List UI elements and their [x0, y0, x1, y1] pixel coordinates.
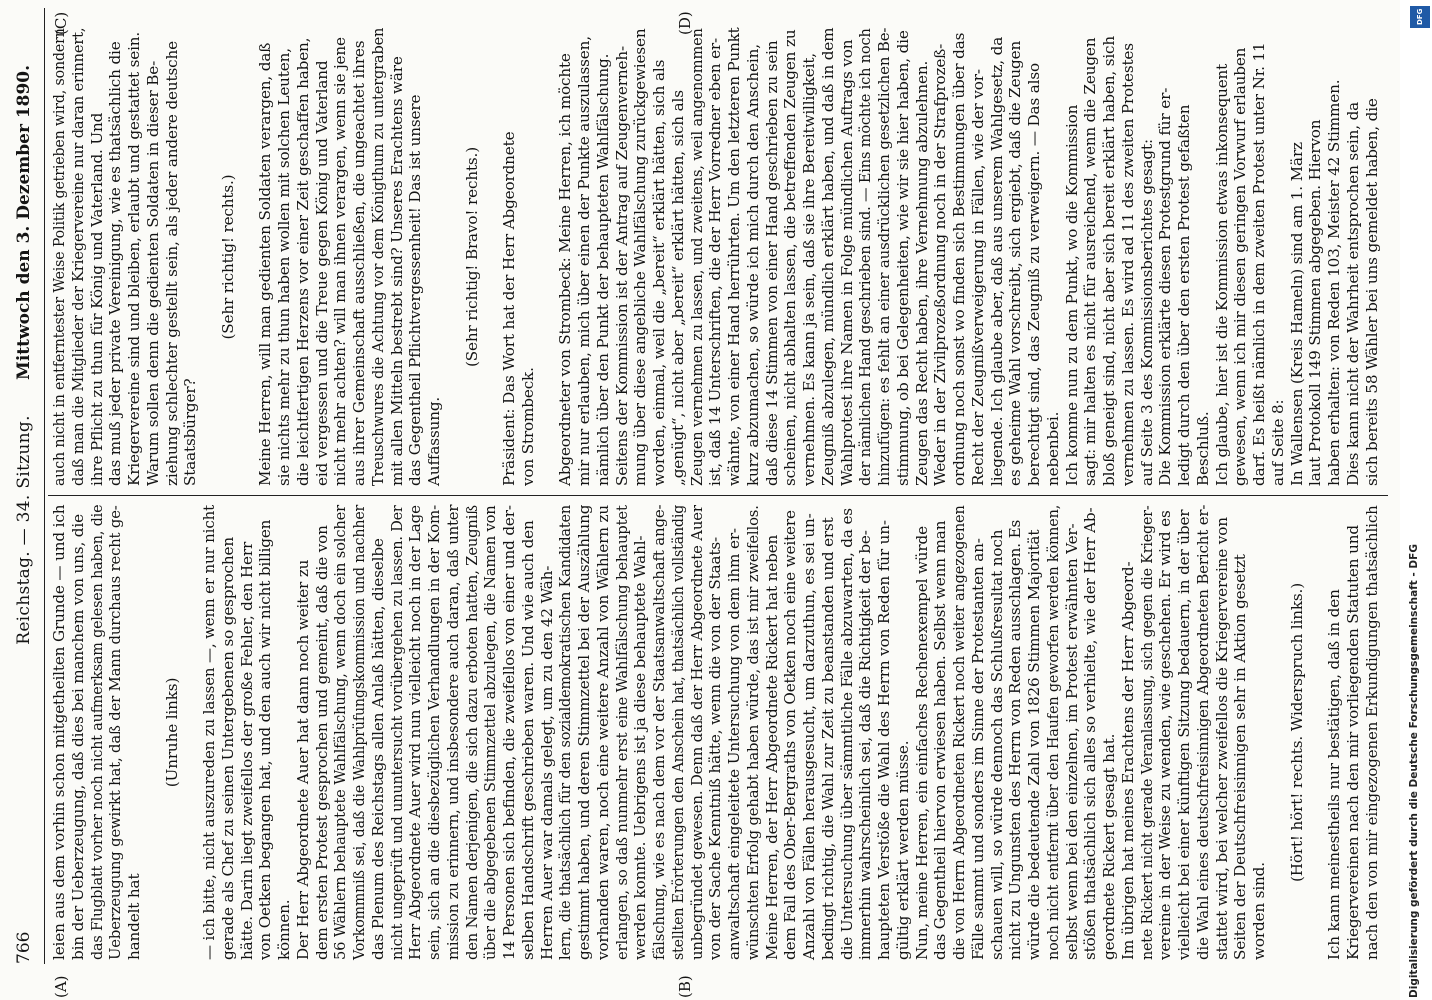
right-column-line: (Sehr richtig! rechts.): [218, 174, 237, 340]
left-column-line: selben Handschrift geschrieben waren. Und wie auch den: [518, 520, 537, 960]
left-column-line: bedingt richtig, die Wahl zur Zeit zu beanstanden und erst: [818, 517, 837, 960]
right-column-line: Ich glaube, hier ist die Kommission etwas inkonsequent: [1212, 63, 1231, 486]
right-column-line: ziehung schlechter gestellt sein, als jeder andere deutsche: [162, 41, 181, 486]
right-column-line: ist, daß 14 Unterschriften, die der Herr Vorredner eben er-: [706, 37, 725, 486]
left-column-line: nicht zu Ungunsten des Herrn von Reden ausschlagen. Es: [1006, 519, 1025, 960]
left-column-line: immerhin wahrscheinlich sei, daß die Richtigkeit der be-: [856, 530, 875, 960]
right-column-line: daß man die Mitglieder der Kriegervereine nur daran erinnert,: [68, 27, 87, 486]
right-column-line: Staatsbürger?: [181, 378, 200, 486]
right-column-line: „genügt“, nicht aber „bereit“ erklärt hätten, sich als: [668, 90, 687, 486]
right-column-line: Wahlprotest ihre Namen in Folge mündlichen Auftrags von: [837, 39, 856, 486]
right-column-line: nicht mehr achten? will man ihnen verargen, wenn sie jene: [331, 37, 350, 486]
right-column-line: nämlich über den Punkt der behaupteten Wahlfälschung.: [593, 53, 612, 486]
right-column-line: ordnung noch sonst wo finden sich Bestimmungen über das: [950, 32, 968, 486]
left-column-line: hätte. Darin liegt zweifellos der große Fehler, den Herr: [237, 541, 256, 960]
left-column-line: Ueberzeugung gewirkt hat, daß der Mann durchaus recht ge-: [106, 505, 125, 960]
left-column-line: selbst wenn bei den einzelnen, im Protest erwähnten Ver-: [1062, 523, 1081, 960]
left-column-line: Der Herr Abgeordnete Auer hat dann noch weiter zu: [293, 559, 312, 960]
right-column-line: die leichtfertigen Herzens vor einer Zeit geschaffen haben,: [293, 37, 312, 486]
left-column-line: dem Fall des Ober-Bergraths von Oetken noch eine weitere: [781, 510, 800, 960]
right-column-line: sich bereits 58 Wähler bei uns gemeldet haben, die: [1362, 98, 1381, 486]
left-column-line: Herr Abgeordnete Auer wird nun vielleicht noch in der Lage: [406, 505, 425, 960]
left-column-line: die von Herrn Abgeordneten Rickert noch weiter angezogenen: [950, 505, 968, 960]
left-column-line: noch nicht entfernt über den Haufen geworfen werden können,: [1043, 504, 1062, 960]
digitization-credit: Digitalisierung gefördert durch die Deutsche Forschungsgemeinschaft - DFG: [1408, 544, 1420, 998]
right-column-line: wähnte, von einer Hand herrührten. Um den letzteren Punkt: [725, 27, 743, 486]
dfg-logo-badge: DFG: [1410, 6, 1430, 28]
left-column-line: leien aus dem vorhin schon mitgetheilten Grunde — und ich: [50, 504, 68, 960]
left-column-line: von Oetken begangen hat, und den auch wir nicht billigen: [256, 519, 275, 960]
right-column-line: das Gegentheil Pflichtvergessenheit! Das ist unsere: [406, 94, 425, 486]
right-column-line: Zeugniß abzulegen, mündlich erklärt haben, und daß in dem: [818, 27, 837, 486]
session-title: Reichstag. — 34. Sitzung.: [14, 415, 34, 645]
left-column-line: worden sind.: [1250, 862, 1268, 960]
left-column-line: das Gegentheil hiervon erwiesen haben. Selbst wenn man: [931, 520, 950, 960]
right-column-line: Dies kann nicht der Wahrheit entsprochen sein, da: [1343, 101, 1362, 486]
right-column-line: Recht der Zeugnißverweigerung in Fällen, wie der vor-: [968, 69, 987, 486]
right-column-line: worden, einmal, weil die „bereit“ erklärt hätten, sich als: [650, 59, 668, 486]
left-column-line: geordnete Rickert gesagt hat.: [1100, 733, 1118, 960]
left-column-line: stattet wird, bei welcher zweifellos die Kriegervereine von: [1212, 517, 1231, 960]
right-column-line: sie nichts mehr zu thun haben wollen mit solchen Leuten,: [275, 48, 293, 486]
left-column-line: sein, sich an die diesbezüglichen Verhandlungen in der Kom-: [425, 504, 443, 960]
right-column-line: das muß jeder private Vereinigung, wie es thatsächlich die: [106, 41, 125, 486]
right-column-line: ihre Pflicht zu thun für König und Vaterland. Und: [87, 112, 106, 486]
right-column-line: auf Seite 3 des Kommissionsberichtes gesagt:: [1137, 139, 1156, 486]
right-column-line: stimmung, ob bei Gelegenheiten, wie wir sie hier haben, die: [893, 30, 912, 486]
left-column-line: Nun, meine Herren, ein einfaches Rechenexempel würde: [912, 526, 931, 960]
right-column-line: scheinen, nicht abhalten lassen, die betreffenden Zeugen zu: [781, 29, 800, 486]
right-column-line: Weder in der Zivilprozeßordnung noch in der Strafprozeß-: [931, 43, 950, 486]
left-column-line: gültig erklärt werden müsse.: [893, 740, 912, 960]
right-column-line: Präsident: Das Wort hat der Herr Abgeordnete: [500, 131, 518, 486]
right-column-line: auch nicht in entferntester Weise Politik getrieben wird, sondern: [50, 28, 68, 486]
right-column-line: liegende. Ich glaube aber, daß aus unserem Wahlgesetz, da: [987, 36, 1006, 486]
left-column-line: Vorkommniß sei, daß die Wahlprüfungskommission und nachher: [350, 504, 368, 960]
session-date: Mittwoch den 3. Dezember 1890.: [14, 64, 34, 380]
header-rule: [44, 8, 45, 964]
left-column-line: über die abgegebenen Stimmzettel abzulegen, die Namen von: [481, 505, 500, 960]
left-column-line: vereine in der Weise zu wenden, wie geschehen. Er wird es: [1156, 510, 1175, 960]
left-column-line: nete Rickert nicht gerade Veranlassung, sich gegen die Krieger-: [1137, 505, 1156, 960]
left-column-line: nicht ungeprüft und ununtersucht vorübergehen zu lassen. Der: [387, 505, 406, 960]
left-column-line: — ich bitte, nicht auszureden zu lassen —, wenn er nur nicht: [200, 505, 218, 960]
left-column-line: stößen thatsächlich sich alles so verhielte, wie der Herr Ab-: [1081, 507, 1100, 960]
margin-mark-c: (C): [52, 11, 70, 35]
right-column-line: auf Seite 8:: [1268, 399, 1287, 486]
right-column-line: bloß geneigt sind, nicht aber sich bereit erklärt haben, sich: [1100, 35, 1118, 486]
right-column-line: Die Kommission erklärte diesen Protestgrund für er-: [1156, 87, 1175, 486]
right-column-line: Warum sollen denn die gedienten Soldaten in dieser Be-: [143, 60, 162, 486]
right-column-line: In Wallensen (Kreis Hameln) sind am 1. März: [1287, 142, 1306, 486]
left-column-line: können.: [275, 899, 293, 960]
left-column-line: haupteten Verstöße die Wahl des Herrn von Reden für un-: [875, 520, 893, 960]
right-column-line: darf. Es heißt nämlich in dem zweiten Protest unter Nr. 11: [1250, 42, 1268, 486]
right-column-line: der nämlichen Hand geschrieben sind. — Eins möchte ich noch: [856, 28, 875, 486]
left-column-line: lern, die thatsächlich für den sozialdemokratischen Kandidaten: [556, 504, 575, 960]
left-column-line: gestimmt haben, und deren Stimmzettel bei der Auszählung: [575, 504, 593, 960]
left-column-line: von der Sache Kenntniß hätte, wenn die von der Staats-: [706, 536, 725, 960]
right-column-line: daß diese 14 Stimmen von einer Hand geschrieben zu sein: [762, 40, 781, 486]
right-column-line: Zeugen vernehmen zu lassen, und zweitens, weil angenommen: [687, 28, 706, 486]
left-column-line: (Unruhe links): [162, 677, 181, 788]
left-column-line: vorhanden waren, noch eine weitere Anzahl von Wählern zu: [593, 505, 612, 960]
right-column-line: berechtigt sind, das Zeugniß zu verweigern. — Das also: [1025, 62, 1043, 486]
right-column-line: mung über diese angebliche Wahlfälschung zurückgewiesen: [631, 28, 650, 486]
right-column-line: ledigt durch den über den ersten Protest gefaßten: [1175, 104, 1193, 486]
right-column-line: Kriegervereine sind und bleiben, erlaubt und gestattet sein.: [125, 31, 143, 486]
right-column-line: Ich komme nun zu dem Punkt, wo die Kommission: [1062, 104, 1081, 486]
column-divider: [48, 495, 1388, 496]
left-column-line: Anzahl von Fällen herausgesucht, um darzuthun, es sei un-: [800, 513, 818, 960]
left-column-line: die Wahl eines deutschfreisinnigen Abgeordneten Bericht er-: [1193, 504, 1212, 960]
left-column-line: wünschten Erfolg gehabt haben würde, das ist mir zweifellos.: [743, 505, 762, 960]
left-column-line: die Untersuchung über sämmtliche Fälle abzuwarten, da es: [837, 508, 856, 960]
right-column-line: nebenbei.: [1043, 411, 1062, 486]
right-column-line: es geheime Wahl vorschreibt, sich ergiebt, daß die Zeugen: [1006, 40, 1025, 486]
left-column-line: den Namen derjenigen, die sich dazu erboten hatten, Zeugniß: [462, 505, 481, 960]
page-number: 766: [14, 931, 34, 964]
left-column-line: vielleicht bei einer künftigen Sitzung bedauern, in der über: [1175, 509, 1193, 960]
left-column-line: unbegründet gewesen. Denn daß der Herr Abgeordnete Auer: [687, 505, 706, 960]
left-column-line: Fälle sammt und sonders im Sinne der Protestanten an-: [968, 538, 987, 960]
left-column-line: schauen will, so würde dennoch das Schlußresultat noch: [987, 529, 1006, 960]
right-column-line: Seitens der Kommission ist der Antrag auf Zeugenverneh-: [612, 46, 631, 486]
left-column-line: Seiten der Deutschfreisinnigen sehr in Aktion gesetzt: [1231, 554, 1250, 960]
right-column-line: (Sehr richtig! Bravo! rechts.): [462, 146, 481, 368]
left-column-line: (Hört! hört! rechts. Widerspruch links.): [1287, 583, 1306, 883]
left-column-line: erlangen, so daß nunmehr erst eine Wahlfälschung behauptet: [612, 505, 631, 960]
left-column-line: würde die bedeutende Zahl von 1826 Stimmen Majorität: [1025, 529, 1043, 960]
margin-mark-d: (D): [676, 11, 694, 35]
right-column-line: vernehmen zu lassen. Es wird ad 11 des zweiten Protestes: [1118, 43, 1137, 486]
right-column-line: haben erhalten: von Reden 103, Meister 42 Stimmen.: [1325, 79, 1343, 486]
margin-mark-a: (A): [52, 975, 70, 998]
left-column-line: bin der Ueberzeugung, daß dies bei manchem von uns, die: [68, 514, 87, 960]
right-column-line: Beschluß.: [1193, 411, 1212, 486]
right-column-line: sagt: mir halten es nicht für ausreichend, wenn die Zeugen: [1081, 37, 1100, 486]
right-column-line: Meine Herren, will man gedienten Soldaten verargen, daß: [256, 42, 275, 486]
left-column-line: stellten Erörterungen den Anschein hat, thatsächlich vollständig: [668, 504, 687, 960]
left-column-line: Ich kann meinestheils nur bestätigen, daß in den: [1325, 589, 1343, 960]
right-column-line: mir nur erlauben, mich über einen der Punkte auszulassen,: [575, 36, 593, 486]
left-column-line: 56 Wählern behauptete Wahlfälschung, wenn doch ein solcher: [331, 504, 350, 960]
margin-mark-b: (B): [676, 975, 694, 998]
right-column-line: vernehmen. Es kann ja sein, daß sie ihre Bereitwilligkeit,: [800, 53, 818, 486]
right-column-line: Auffassung.: [425, 396, 443, 486]
left-column-line: fälschung, wie es nach dem vor der Staatsanwaltschaft ange-: [650, 504, 668, 960]
left-column-line: das Plenum des Reichstags allen Anlaß hätten, dieselbe: [368, 538, 387, 960]
left-column-line: Herren Auer war damals gelegt, um zu den 42 Wäh-: [537, 565, 556, 960]
left-column-line: dem ersten Protest gesprochen und gemeint, daß die von: [312, 525, 331, 960]
left-column-line: gerade als Chef zu seinen Untergebenen so gesprochen: [218, 537, 237, 960]
right-column-line: aus ihrer Gemeinschaft ausschließen, die ungeachtet ihres: [350, 40, 368, 486]
left-column-line: 14 Personen sich befinden, die zweifellos von einer und der-: [500, 505, 518, 960]
right-column-line: von Strombeck.: [518, 367, 537, 486]
left-column-line: werden konnte. Uebrigens ist ja diese behauptete Wahl-: [631, 535, 650, 960]
right-column-line: Treuschwures die Achtung vor dem Königthum zu untergraben: [368, 27, 387, 486]
right-column-line: Abgeordneter von Strombeck: Meine Herren, ich möchte: [556, 53, 575, 486]
right-column-line: mit allen Mitteln bestrebt sind? Unseres Erachtens wäre: [387, 56, 406, 486]
right-column-line: eid vergessen und die Treue gegen König und Vaterland: [312, 60, 331, 486]
left-column-line: anwaltschaft eingeleitete Untersuchung von dem ihm er-: [725, 528, 743, 960]
left-column-line: handelt hat: [125, 873, 143, 960]
left-column-line: Im übrigen hat meines Erachtens der Herr Abgeord-: [1118, 561, 1137, 960]
right-column-line: hinzufügen: es fehlt an einer ausdrücklichen gesetzlichen Be-: [875, 27, 893, 486]
right-column-line: laut Protokoll 149 Stimmen abgegeben. Hiervon: [1306, 119, 1325, 486]
left-column-line: nach den von mir eingezogenen Erkundigungen thatsächlich: [1362, 505, 1381, 960]
right-column-line: kurz abzumachen, so würde ich mich durch den Anschein,: [743, 44, 762, 486]
left-column-line: Meine Herren, der Herr Abgeordnete Rickert hat neben: [762, 534, 781, 960]
left-column-line: mission zu erinnern, und insbesondere auch daran, daß unter: [443, 504, 462, 960]
left-column-line: das Flugblatt vorher noch nicht aufmerksam gelesen haben, die: [87, 504, 106, 960]
right-column-line: gewesen, wenn ich mir diesen geringen Vorwurf erlauben: [1231, 47, 1250, 486]
right-column-line: Zeugen das Recht haben, ihre Vernehmung abzulehnen.: [912, 60, 931, 486]
left-column-line: Kriegervereinen nach den mir vorliegenden Statuten und: [1343, 525, 1362, 960]
